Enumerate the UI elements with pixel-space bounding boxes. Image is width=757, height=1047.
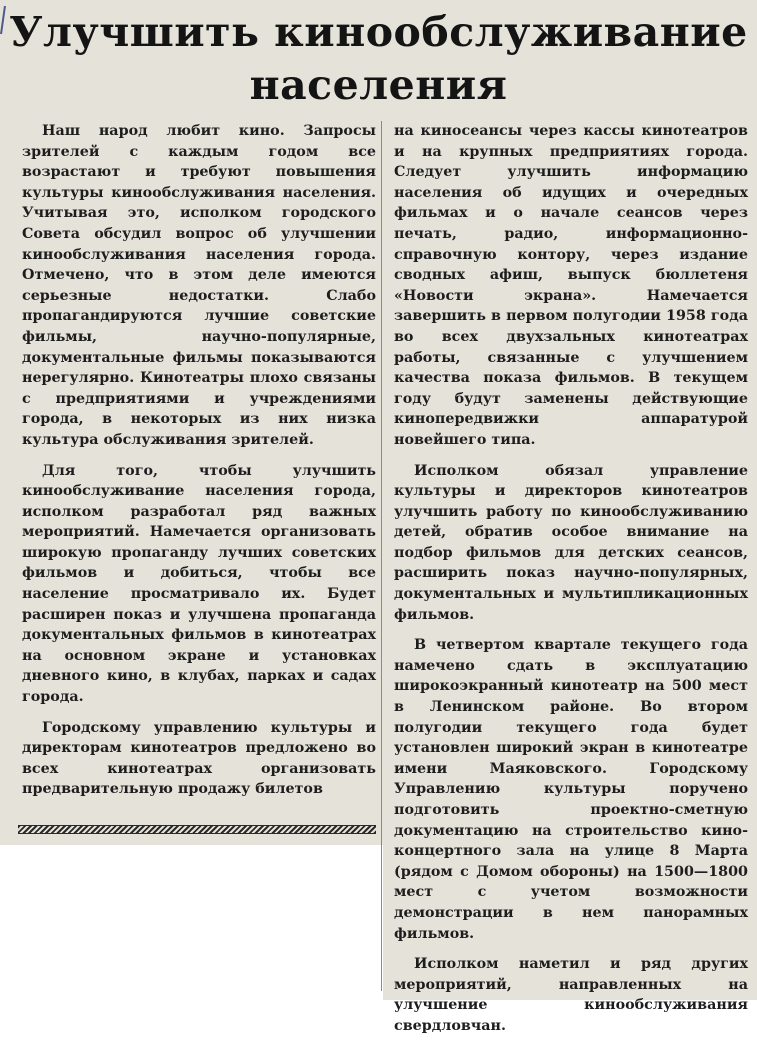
paragraph: Наш народ любит кино. Запросы зрителей с каждым годом все возрастают и требуют повышения культуры кинообслуживания населения. Учитывая это, исполком городского Совета обсудил вопрос об улучшении кинообслуживания населения города. Отмечено, что в этом деле имеются серьезные недостатки. Слабо пропагандируются лучшие советские фильмы, научно-популярные, документальные фильмы показываются нерегулярно. Кинотеатры плохо связаны с предприятиями и учреждениями города, в некоторых из них низка культура обслуживания зрителей. [22, 123, 376, 448]
left-column [22, 121, 376, 810]
article-headline [0, 6, 757, 112]
paragraph: Городскому управлению культуры и директорам кинотеатров предложено во всех кинотеатрах организовать предварительную продажу билетов [22, 719, 376, 798]
column-end-rule [18, 825, 376, 834]
paragraph: Исполком обязал управление культуры и директоров кинотеатров улучшить работу по кинообслуживанию детей, обратив особое внимание на подбор фильмов для детских сеансов, расширить показ научно-популярных, документальных и мультипликационных фильмов. [394, 462, 748, 623]
paragraph: Для того, чтобы улучшить кинообслуживание населения города, исполком разработал ряд важных мероприятий. Намечается организовать широкую пропаганду лучших советских фильмов и добиться, чтобы все население просматривало их. Будет расширен показ и улучшена пропаганда документальных фильмов в кинотеатрах на основном экране и установках дневного кино, в клубах, парках и садах города. [22, 462, 376, 706]
paragraph: Исполком наметил и ряд других мероприятий, направленных на улучшение кинообслуживания свердловчан. [394, 956, 748, 1034]
column-divider [381, 121, 382, 991]
paragraph: на киносеансы через кассы кинотеатров и на крупных предприятиях города. Следует улучшить информацию населения об идущих и очередных фильмах и о начале сеансов через печать, радио, информационно-справочную контору, через издание сводных афиш, выпуск бюллетеня «Новости экрана». Намечается завершить в первом полугодии 1958 года во всех двухзальных кинотеатрах работы, связанные с улучшением качества показа фильмов. В текущем году будут заменены действующие кинопередвижки аппаратурой новейшего типа. [394, 123, 748, 448]
right-column [394, 121, 748, 1047]
paragraph: В четвертом квартале текущего года намечено сдать в эксплуатацию широкоэкранный кинотеатр на 500 мест в Ленинском районе. Во втором полугодии текущего года будет установлен широкий экран в кинотеатре имени Маяковского. Городскому Управлению культуры поручено подготовить проектно-сметную документацию на строительство кино-концертного зала на улице 8 Марта (рядом с Домом обороны) на 1500—1800 мест с учетом возможности демонстрации в нем панорамных фильмов. [394, 637, 748, 942]
headline-line-2: населения [249, 61, 508, 109]
headline-line-1: Улучшить кинообслуживание [9, 8, 748, 56]
